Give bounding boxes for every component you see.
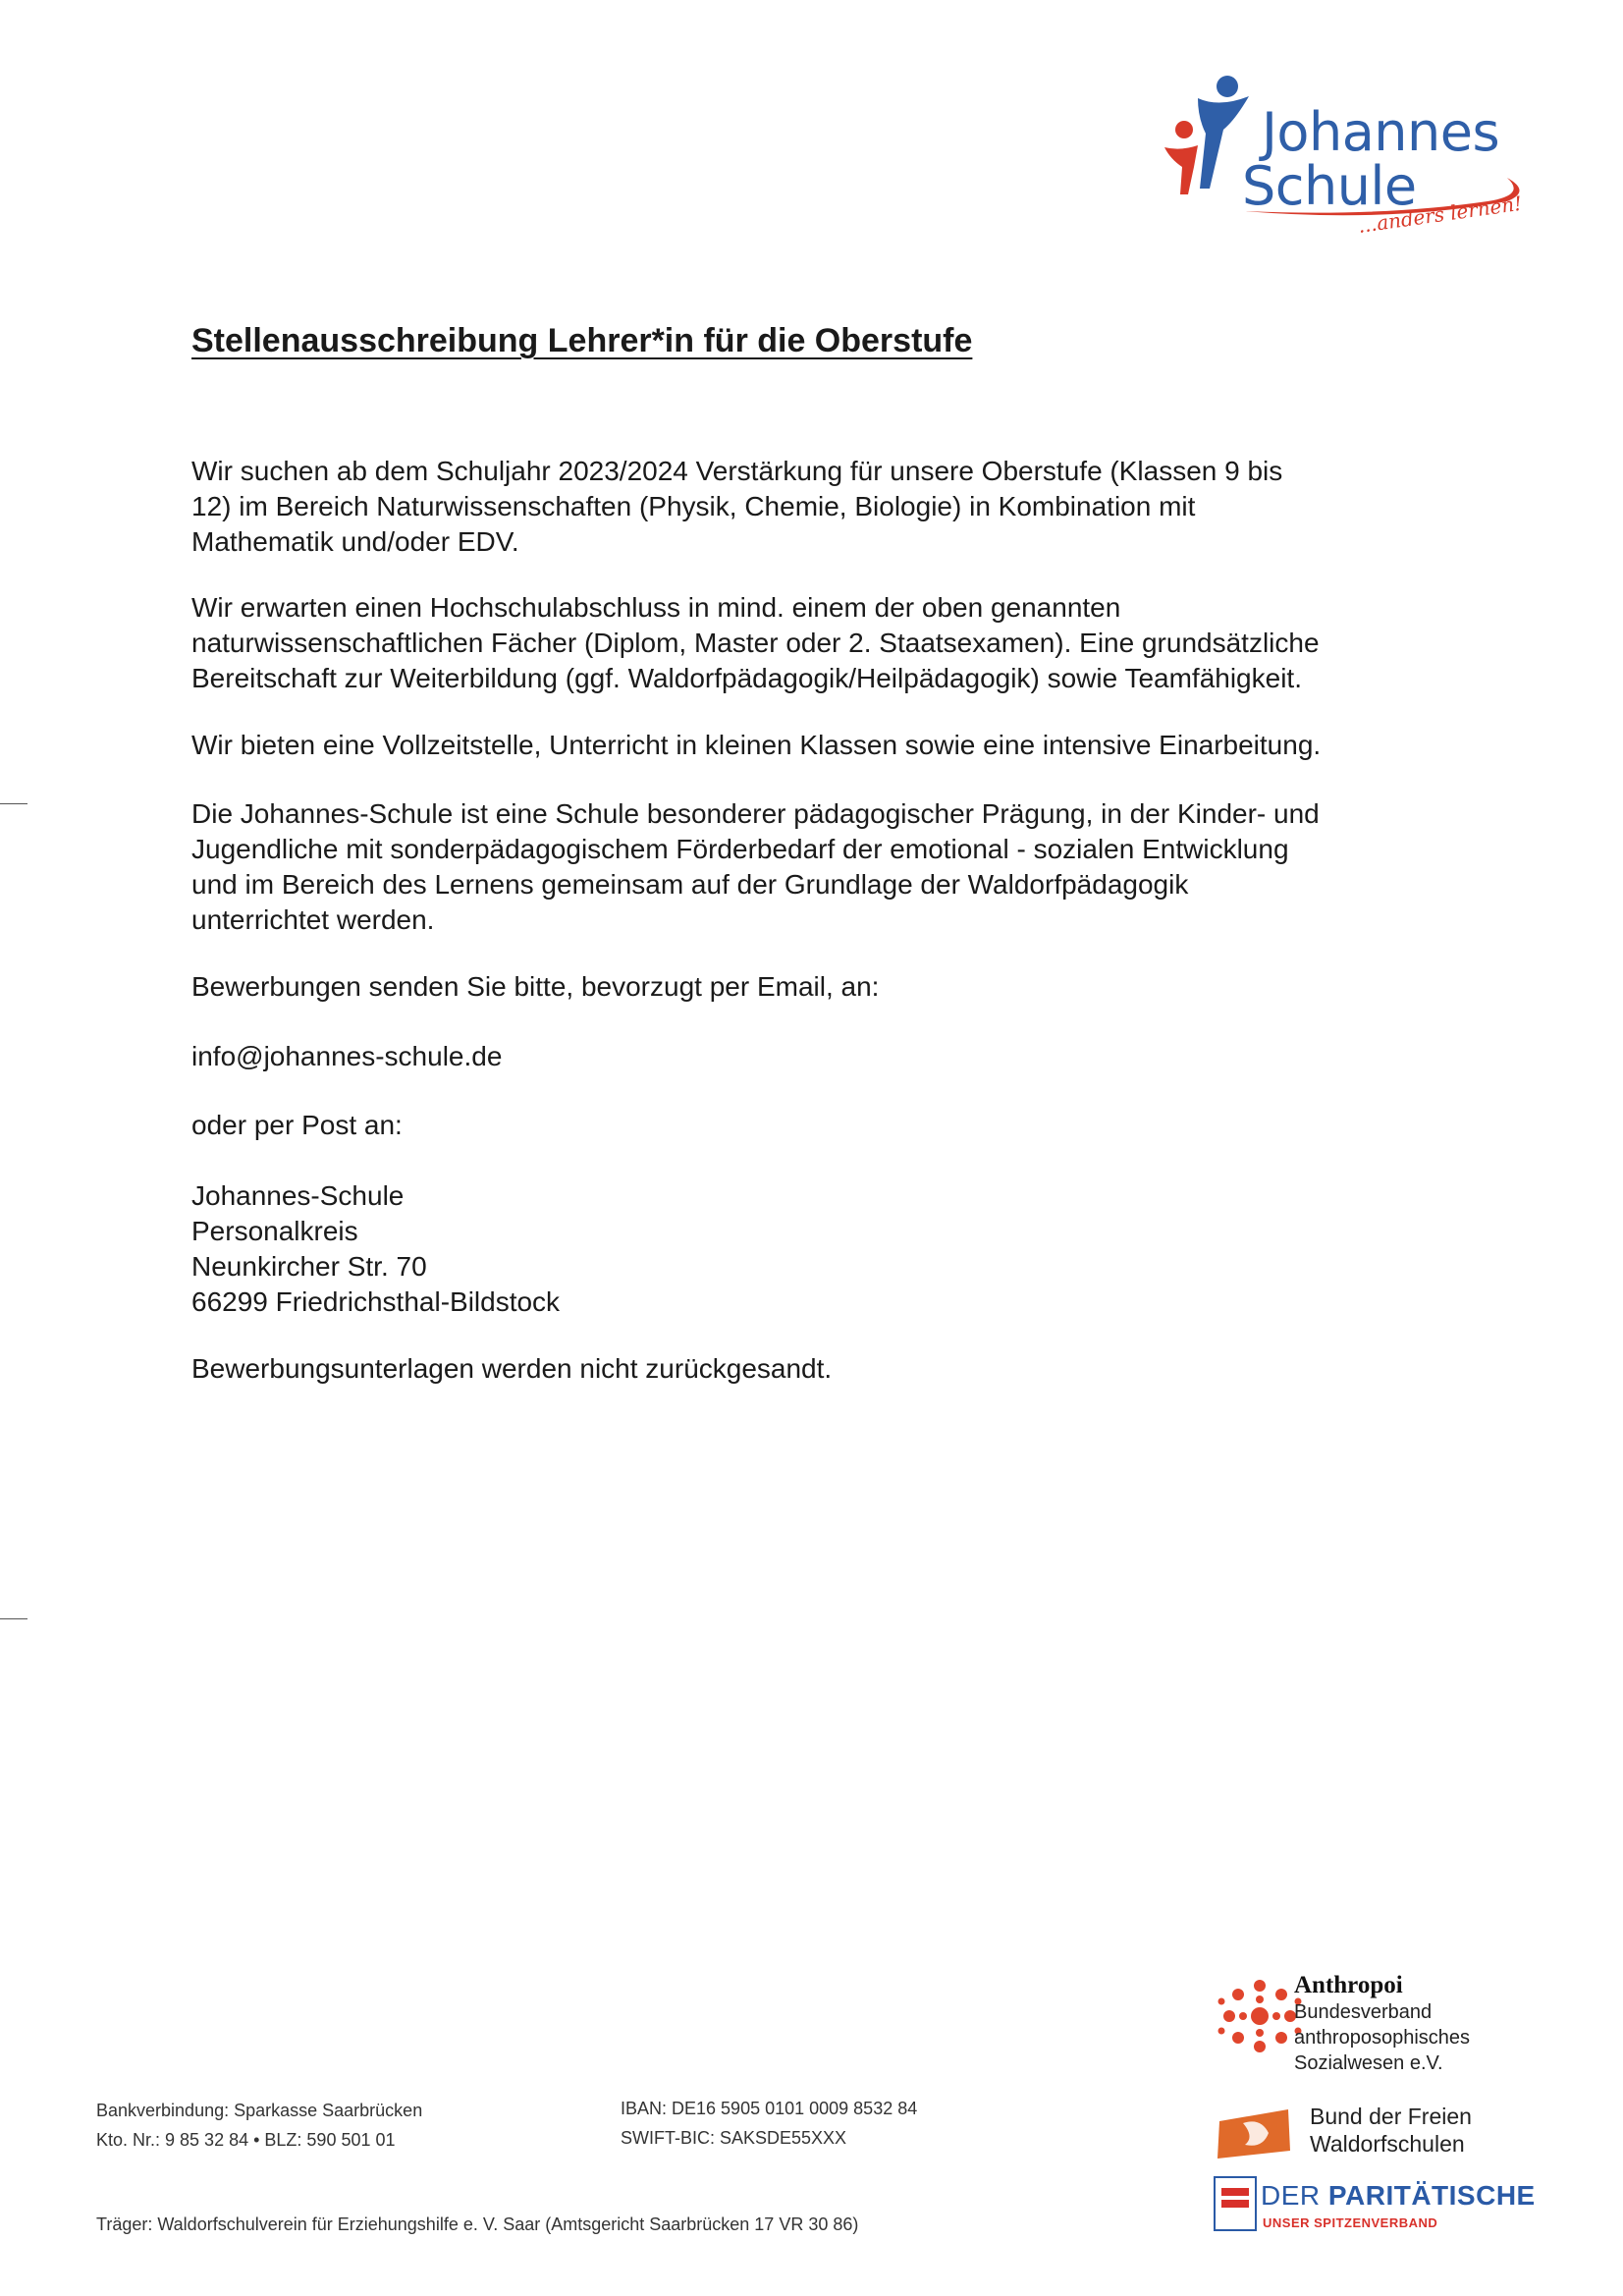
bund-waldorf-logo [1214, 2104, 1508, 2166]
text-line: Bewerbungsunterlagen werden nicht zurückgesandt. [191, 1353, 833, 1384]
anthropoi-title: Anthropoi [1294, 1972, 1403, 1998]
anthropoi-line: Sozialwesen e.V. [1294, 2052, 1443, 2074]
text-line: unterrichtet werden. [191, 904, 435, 935]
anthropoi-line: anthroposophisches [1294, 2027, 1471, 2049]
postal-address [191, 1178, 1458, 1320]
paritaetische-prefix: DER [1261, 2180, 1321, 2211]
text-line: Bereitschaft zur Weiterbildung (ggf. Waldorfpädagogik/Heilpädagogik) sowie Teamfähigkeit. [191, 663, 1302, 693]
paritaetische-logo [1214, 2174, 1536, 2239]
text-line: Wir suchen ab dem Schuljahr 2023/2024 Verstärkung für unsere Oberstufe (Klassen 9 bis [191, 456, 1283, 486]
bund-line: Waldorfschulen [1310, 2131, 1465, 2157]
text-line: Mathematik und/oder EDV. [191, 526, 519, 557]
paritaetische-main: PARITÄTISCHE [1327, 2180, 1536, 2211]
post-intro [191, 1108, 1458, 1143]
logo-word-schule: Schule [1242, 155, 1417, 217]
bank-name: Bankverbindung: Sparkasse Saarbrücken [96, 2101, 423, 2120]
text-line: und im Bereich des Lernens gemeinsam auf der Grundlage der Waldorfpädagogik [191, 869, 1189, 900]
text-line: Die Johannes-Schule ist eine Schule besonderer pädagogischer Prägung, in der Kinder- und [191, 798, 1320, 829]
address-line: 66299 Friedrichsthal-Bildstock [191, 1286, 561, 1317]
address-line: Johannes-Schule [191, 1180, 405, 1211]
address-line: Personalkreis [191, 1216, 358, 1246]
fold-mark [0, 803, 27, 804]
text-line: Wir bieten eine Vollzeitstelle, Unterricht in kleinen Klassen sowie eine intensive Einarbeitung. [191, 730, 1322, 760]
offer-paragraph [191, 728, 1458, 763]
anthropoi-sun-icon [1216, 1972, 1304, 2060]
text-line: naturwissenschaftlichen Fächer (Diplom, Master oder 2. Staatsexamen). Eine grundsätzliche [191, 628, 1320, 658]
text-line: Jugendliche mit sonderpädagogischem Förderbedarf der emotional - sozialen Entwicklung [191, 834, 1289, 864]
text-line: Wir erwarten einen Hochschulabschluss in mind. einem der oben genannten [191, 592, 1121, 623]
paritaetische-name [1261, 2180, 1536, 2212]
bund-line: Bund der Freien [1310, 2104, 1472, 2129]
paritaetische-flag-icon [1214, 2176, 1257, 2231]
bund-waldorf-icon [1214, 2107, 1294, 2160]
school-description-paragraph [191, 796, 1458, 938]
iban-info [621, 2094, 917, 2153]
page-title: Stellenausschreibung Lehrer*in für die Oberstufe [191, 322, 973, 359]
text-line: Bewerbungen senden Sie bitte, bevorzugt per Email, an: [191, 971, 880, 1002]
text-line: 12) im Bereich Naturwissenschaften (Physik, Chemie, Biologie) in Kombination mit [191, 491, 1196, 521]
anthropoi-logo [1216, 1972, 1549, 2090]
expectations-paragraph [191, 590, 1458, 696]
email-link[interactable]: info@johannes-schule.de [191, 1041, 503, 1071]
bank-info [96, 2096, 422, 2155]
email-address [191, 1039, 1458, 1074]
johannes-schule-logo [1159, 69, 1532, 265]
iban: IBAN: DE16 5905 0101 0009 8532 84 [621, 2099, 918, 2118]
bank-account: Kto. Nr.: 9 85 32 84 • BLZ: 590 501 01 [96, 2130, 396, 2150]
address-line: Neunkircher Str. 70 [191, 1251, 427, 1282]
logo-word-johannes: Johannes [1262, 101, 1500, 163]
closing-note [191, 1351, 1458, 1387]
intro-paragraph [191, 454, 1458, 560]
fold-mark [0, 1618, 27, 1619]
swift-bic: SWIFT-BIC: SAKSDE55XXX [621, 2128, 847, 2148]
anthropoi-line: Bundesverband [1294, 2001, 1433, 2023]
logo-tagline: ...anders lernen! [1356, 191, 1524, 238]
text-line: oder per Post an: [191, 1110, 403, 1140]
apply-instruction [191, 969, 1458, 1005]
traeger-info: Träger: Waldorfschulverein für Erziehungshilfe e. V. Saar (Amtsgericht Saarbrücken 17 VR 30 86) [96, 2214, 859, 2234]
paritaetische-sub: UNSER SPITZENVERBAND [1263, 2215, 1438, 2230]
